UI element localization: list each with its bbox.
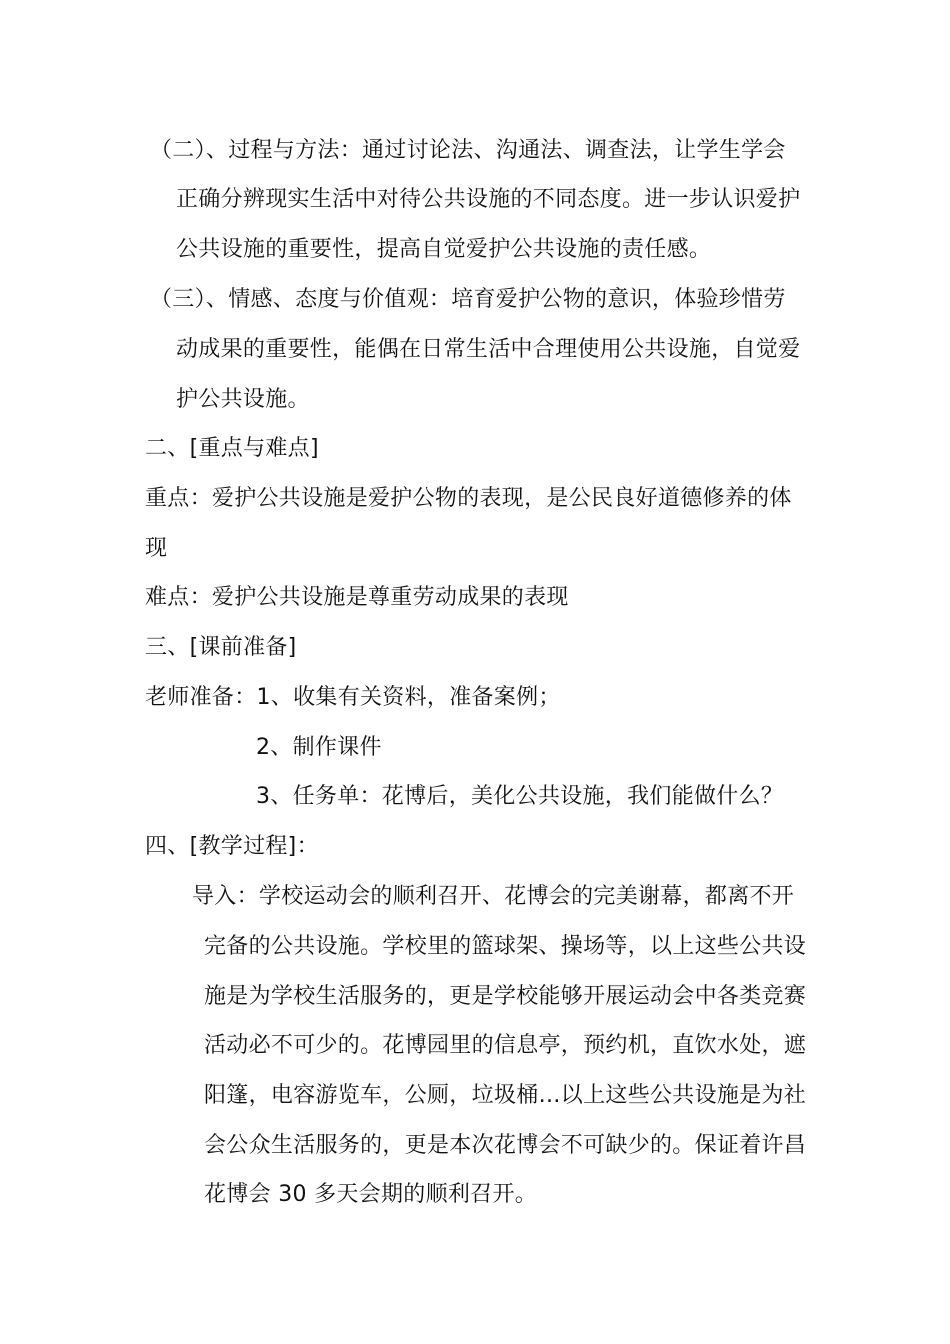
preparation-heading: 三、[课前准备] <box>145 635 297 660</box>
intro-line-5: 阳篷，电容游览车，公厕，垃圾桶…以上这些公共设施是为社 <box>204 1083 807 1108</box>
teaching-process-heading: 四、[教学过程]： <box>145 834 319 859</box>
difficulty-point: 难点：爱护公共设施是尊重劳动成果的表现 <box>145 585 569 610</box>
intro-line-7: 花博会 30 多天会期的顺利召开。 <box>204 1182 538 1207</box>
focus-point-line-2: 现 <box>145 536 168 561</box>
emotion-attitude-line-1: （三）、情感、态度与价值观：培育爱护公物的意识，体验珍惜劳 <box>150 287 786 312</box>
intro-line-2: 完备的公共设施。学校里的篮球架、操场等，以上这些公共设 <box>204 934 807 959</box>
preparation-item-1: 老师准备：1、收集有关资料，准备案例； <box>145 685 561 710</box>
intro-line-6: 会公众生活服务的，更是本次花博会不可缺少的。保证着许昌 <box>204 1133 807 1158</box>
preparation-item-2: 2、制作课件 <box>256 735 382 760</box>
process-method-line-1: （二）、过程与方法：通过讨论法、沟通法、调查法，让学生学会 <box>150 138 786 163</box>
focus-point-line-1: 重点：爱护公共设施是爱护公物的表现，是公民良好道德修养的体 <box>145 486 792 511</box>
intro-line-3: 施是为学校生活服务的，更是学校能够开展运动会中各类竞赛 <box>204 984 807 1009</box>
emotion-attitude-line-3: 护公共设施。 <box>176 387 310 412</box>
preparation-item-3: 3、任务单：花博后，美化公共设施，我们能做什么？ <box>256 784 784 809</box>
process-method-line-2: 正确分辨现实生活中对待公共设施的不同态度。进一步认识爱护 <box>176 187 801 212</box>
key-points-heading: 二、[重点与难点] <box>145 436 319 461</box>
intro-line-1: 导入：学校运动会的顺利召开、花博会的完美谢幕，都离不开 <box>192 884 795 909</box>
intro-line-4: 活动必不可少的。花博园里的信息亭，预约机，直饮水处，遮 <box>204 1033 807 1058</box>
emotion-attitude-line-2: 动成果的重要性，能偶在日常生活中合理使用公共设施，自觉爱 <box>176 337 801 362</box>
process-method-line-3: 公共设施的重要性，提高自觉爱护公共设施的责任感。 <box>176 237 712 262</box>
